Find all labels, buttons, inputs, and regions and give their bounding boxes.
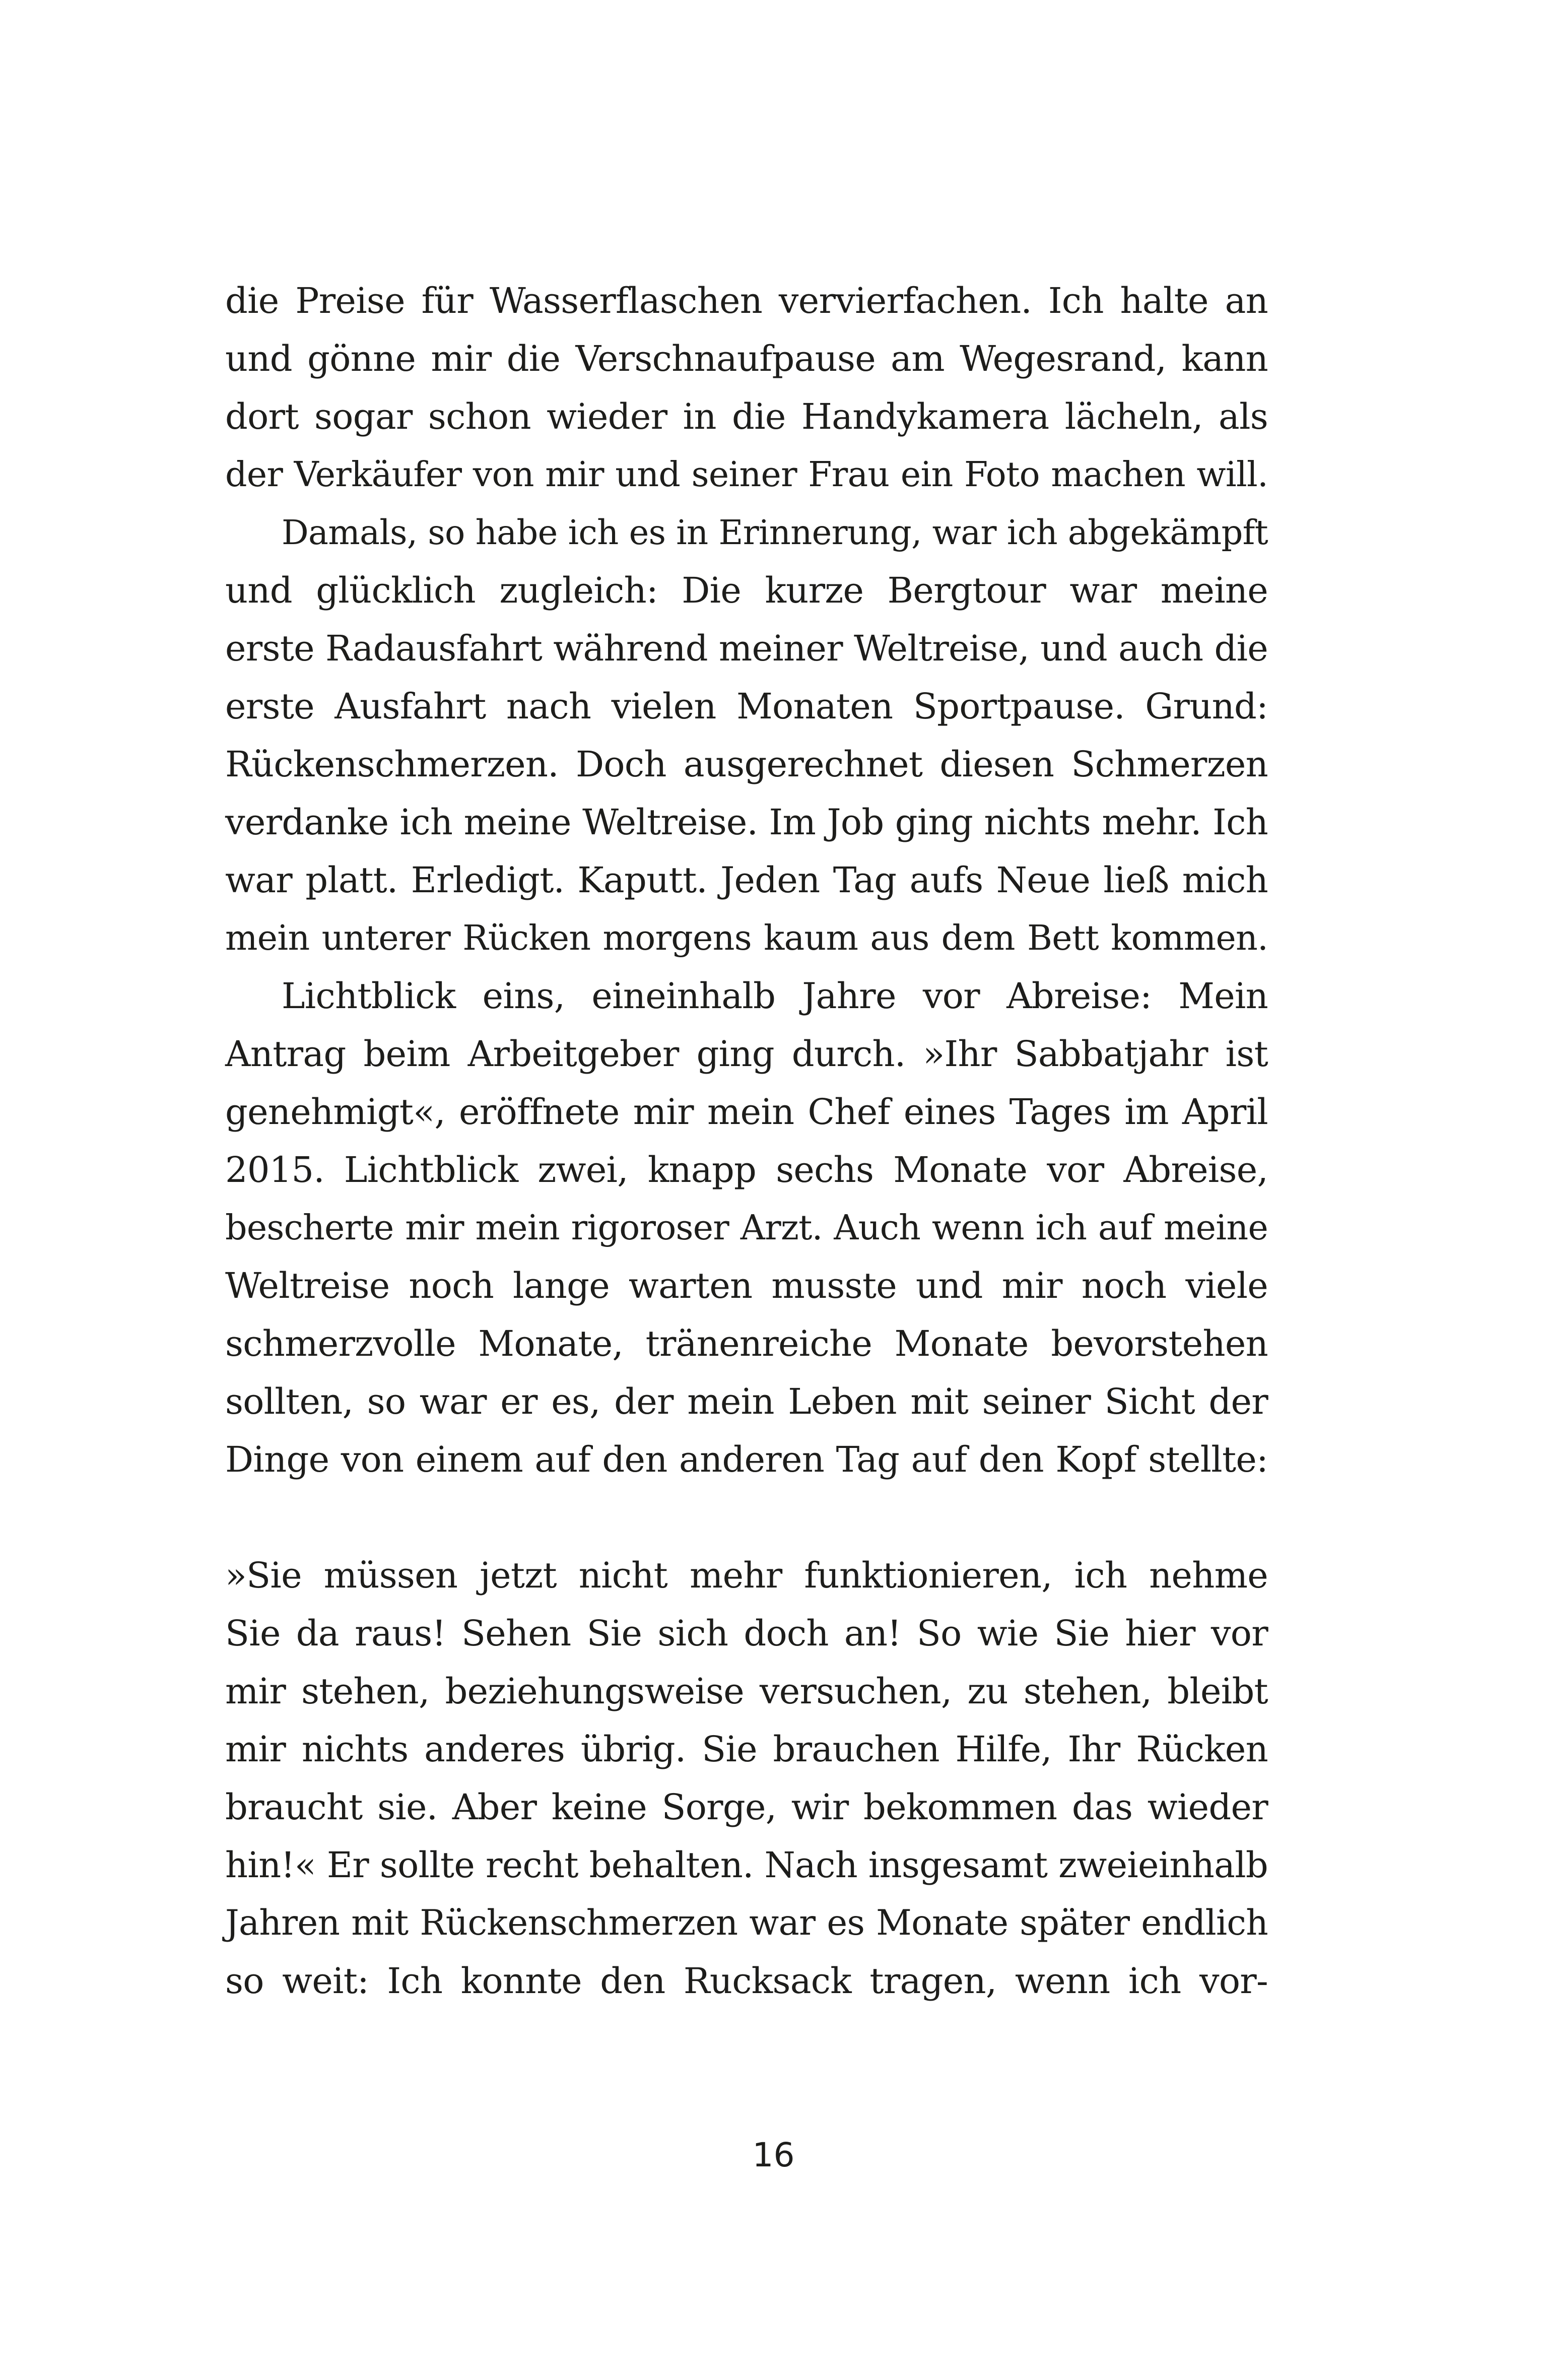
text-line: Lichtblick eins, eineinhalb Jahre vor Abreise: Mein	[282, 975, 1268, 1017]
text-line: bescherte mir mein rigoroser Arzt. Auch wenn ich auf meine	[225, 1208, 1268, 1248]
text-line: schmerzvolle Monate, tränenreiche Monate bevorstehen	[225, 1323, 1268, 1364]
text-line: und glücklich zugleich: Die kurze Bergtour war meine	[225, 570, 1268, 611]
text-line: Rückenschmerzen. Doch ausgerechnet diesen Schmerzen	[225, 744, 1268, 785]
paragraph	[225, 967, 1268, 1489]
text-line: Jahren mit Rückenschmerzen war es Monate später endlich	[225, 1903, 1268, 1943]
text-line: mein unterer Rücken morgens kaum aus dem Bett kommen.	[225, 918, 1268, 958]
text-line: 2015. Lichtblick zwei, knapp sechs Monate vor Abreise,	[225, 1149, 1268, 1191]
text-line: genehmigt«, eröffnete mir mein Chef eines Tages im April	[225, 1091, 1268, 1133]
paragraph	[225, 1547, 1268, 2010]
body-text	[225, 272, 1268, 2010]
text-line: erste Ausfahrt nach vielen Monaten Sportpause. Grund:	[225, 686, 1268, 727]
paragraph	[225, 272, 1268, 504]
text-line: Antrag beim Arbeitgeber ging durch. »Ihr Sabbatjahr ist	[225, 1033, 1268, 1075]
paragraph-gap	[225, 1489, 1268, 1547]
text-line: braucht sie. Aber keine Sorge, wir bekommen das wieder	[225, 1787, 1268, 1828]
text-line: hin!« Er sollte recht behalten. Nach insgesamt zweieinhalb	[225, 1844, 1268, 1886]
text-line: Sie da raus! Sehen Sie sich doch an! So wie Sie hier vor	[225, 1613, 1268, 1654]
text-line: mir nichts anderes übrig. Sie brauchen Hilfe, Ihr Rücken	[225, 1729, 1268, 1770]
text-line: Weltreise noch lange warten musste und mir noch viele	[225, 1265, 1268, 1306]
text-line: die Preise für Wasserflaschen vervierfachen. Ich halte an	[225, 280, 1268, 321]
text-line: erste Radausfahrt während meiner Weltreise, und auch die	[225, 628, 1268, 669]
text-line: dort sogar schon wieder in die Handykamera lächeln, als	[225, 396, 1268, 437]
text-line: mir stehen, beziehungsweise versuchen, zu stehen, bleibt	[225, 1671, 1268, 1712]
text-line: Dinge von einem auf den anderen Tag auf den Kopf stellte:	[225, 1439, 1268, 1480]
text-line: der Verkäufer von mir und seiner Frau ein Foto machen will.	[225, 455, 1268, 495]
text-line: und gönne mir die Verschnaufpause am Wegesrand, kann	[225, 338, 1268, 379]
text-line: so weit: Ich konnte den Rucksack tragen, wenn ich vor-	[225, 1960, 1268, 2002]
text-line: war platt. Erledigt. Kaputt. Jeden Tag aufs Neue ließ mich	[225, 860, 1268, 901]
text-line: verdanke ich meine Weltreise. Im Job ging nichts mehr. Ich	[225, 802, 1268, 843]
text-line: sollten, so war er es, der mein Leben mit seiner Sicht der	[225, 1381, 1268, 1422]
page-number: 16	[752, 2136, 795, 2174]
paragraph	[225, 504, 1268, 967]
text-line: Damals, so habe ich es in Erinnerung, war ich abgekämpft	[282, 513, 1268, 552]
text-line: »Sie müssen jetzt nicht mehr funktionieren, ich nehme	[225, 1555, 1268, 1596]
